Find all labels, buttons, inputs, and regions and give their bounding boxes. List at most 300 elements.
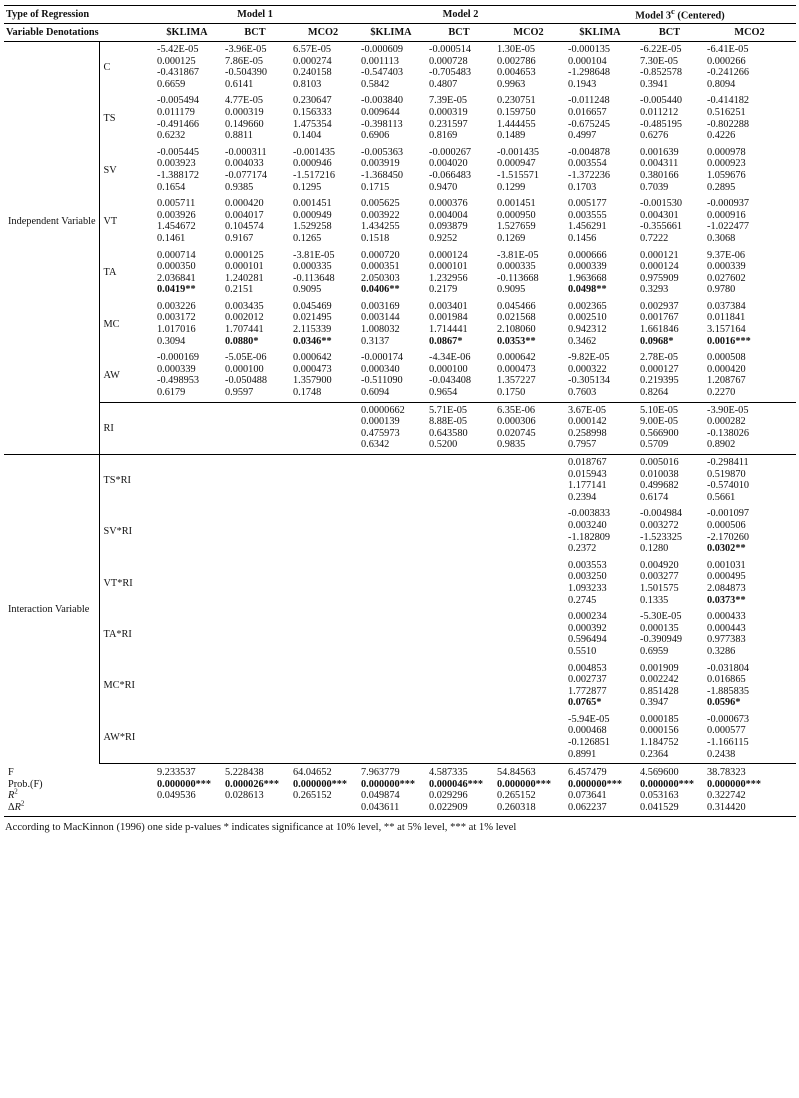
estimate-cell <box>153 506 221 557</box>
estimate-value: -5.94E-05 <box>568 713 610 725</box>
estimate-value: 0.6959 <box>640 645 669 657</box>
estimate-cell <box>221 145 289 196</box>
regression-results-table <box>4 5 796 817</box>
estimate-value: 0.231597 <box>429 118 468 130</box>
estimate-cell <box>636 712 703 764</box>
estimate-value: -0.004878 <box>568 146 611 158</box>
estimate-value: 0.004004 <box>429 209 468 221</box>
estimate-value: 1.184752 <box>640 737 679 749</box>
estimate-value: 0.3941 <box>640 78 669 90</box>
table-row <box>4 145 796 196</box>
estimate-value: -5.05E-06 <box>225 352 267 364</box>
estimate-cell <box>493 93 564 144</box>
model-3-suffix: (Centered) <box>674 10 725 22</box>
estimate-value: 5.10E-05 <box>640 404 679 416</box>
fit-statistic-value: 0.028613 <box>225 790 264 802</box>
estimate-value: 0.7603 <box>568 387 597 399</box>
estimate-value: 0.2270 <box>707 387 736 399</box>
model-3-label: Model 3 <box>635 10 672 22</box>
estimate-value: 0.3293 <box>640 284 669 296</box>
regression-table-container <box>4 5 796 833</box>
estimate-value: 0.001451 <box>293 198 332 210</box>
estimate-value: 0.0867* <box>429 335 463 347</box>
estimate-cell <box>493 42 564 94</box>
estimate-value: 0.000720 <box>361 249 400 261</box>
estimate-value: 0.003926 <box>157 209 196 221</box>
estimate-value: 0.003401 <box>429 300 468 312</box>
estimate-cell <box>357 42 425 94</box>
estimate-value: 0.000728 <box>429 55 468 67</box>
estimate-value: -0.003833 <box>568 508 611 520</box>
estimate-value: 0.1280 <box>640 543 669 555</box>
estimate-value: -0.000673 <box>707 713 750 725</box>
estimate-value: 0.002012 <box>225 312 264 324</box>
estimate-cell <box>425 455 493 507</box>
estimate-cell <box>564 350 636 402</box>
estimate-value: -0.031804 <box>707 662 750 674</box>
estimate-value: 0.1265 <box>293 232 322 244</box>
estimate-cell <box>636 661 703 712</box>
estimate-cell <box>289 455 357 507</box>
estimate-value: -0.005363 <box>361 146 404 158</box>
estimate-cell <box>357 402 425 454</box>
estimate-value: -0.852578 <box>640 67 683 79</box>
estimate-value: -0.000514 <box>429 44 472 55</box>
estimate-value: 0.519870 <box>707 468 746 480</box>
estimate-cell <box>425 145 493 196</box>
estimate-value: 0.000127 <box>640 363 679 375</box>
estimate-value: 0.000508 <box>707 352 746 364</box>
estimate-value: 0.975909 <box>640 272 679 284</box>
estimate-value: 0.004017 <box>225 209 264 221</box>
estimate-value: 1.475354 <box>293 118 332 130</box>
estimate-value: -0.241266 <box>707 67 750 79</box>
estimate-value: 7.86E-05 <box>225 55 264 67</box>
estimate-value: 0.9780 <box>707 284 736 296</box>
estimate-value: 0.0968* <box>640 335 674 347</box>
estimate-value: 0.020745 <box>497 427 536 439</box>
table-row <box>4 558 796 609</box>
variable-name: SV <box>103 164 117 176</box>
estimate-value: 0.8991 <box>568 748 597 760</box>
estimate-value: 0.8094 <box>707 78 736 90</box>
estimate-value: -0.001435 <box>293 146 336 158</box>
estimate-value: 0.6906 <box>361 130 390 142</box>
estimate-cell <box>703 248 796 299</box>
estimate-cell <box>564 558 636 609</box>
estimate-value: 0.1750 <box>497 387 526 399</box>
estimate-value: 7.30E-05 <box>640 55 679 67</box>
estimate-value: -5.30E-05 <box>640 611 682 623</box>
section-label <box>4 402 99 454</box>
fit-statistic-value: 4.587335 <box>429 767 468 779</box>
estimate-value: 0.010038 <box>640 468 679 480</box>
estimate-value: 0.011212 <box>640 106 679 118</box>
estimate-value: -0.000174 <box>361 352 404 364</box>
estimate-value: 1.434255 <box>361 221 400 233</box>
estimate-value: 0.0498** <box>568 284 607 296</box>
estimate-value: 0.7222 <box>640 232 669 244</box>
estimate-value: 2.084873 <box>707 582 746 594</box>
estimate-cell <box>221 402 289 454</box>
estimate-value: 0.0419** <box>157 284 196 296</box>
estimate-cell <box>357 248 425 299</box>
estimate-value: 0.000339 <box>707 261 746 273</box>
estimate-value: -0.305134 <box>568 375 611 387</box>
estimate-value: 8.88E-05 <box>429 416 468 428</box>
estimate-value: 0.2745 <box>568 594 597 606</box>
estimate-value: 0.000319 <box>429 106 468 118</box>
estimate-value: 0.000266 <box>707 55 746 67</box>
fit-statistic-value <box>157 802 221 814</box>
estimate-value: -6.22E-05 <box>640 44 682 55</box>
header-row-columns <box>4 24 796 42</box>
estimate-cell <box>564 402 636 454</box>
estimate-value: 0.000335 <box>293 261 332 273</box>
estimate-cell <box>636 93 703 144</box>
estimate-value: -0.001097 <box>707 508 750 520</box>
estimate-cell <box>425 558 493 609</box>
estimate-cell <box>636 299 703 350</box>
estimate-value: 1.456291 <box>568 221 607 233</box>
estimate-value: 0.016657 <box>568 106 607 118</box>
estimate-value: 0.9095 <box>497 284 526 296</box>
estimate-value: 0.000124 <box>640 261 679 273</box>
estimate-value: 0.2372 <box>568 543 597 555</box>
fit-statistics-labels <box>4 764 153 816</box>
estimate-value: 1.714441 <box>429 324 468 336</box>
fit-statistic-label: $R^2$ <box>8 788 18 802</box>
estimate-value: 0.003919 <box>361 158 400 170</box>
estimate-value: 1.177141 <box>568 480 607 492</box>
estimate-value: 0.000392 <box>568 622 607 634</box>
estimate-cell <box>221 712 289 764</box>
estimate-value: 0.000125 <box>225 249 264 261</box>
estimate-value: 0.002786 <box>497 55 536 67</box>
estimate-value: -1.368450 <box>361 169 404 181</box>
estimate-cell <box>221 506 289 557</box>
estimate-cell <box>221 93 289 144</box>
estimate-value: 0.004920 <box>640 559 679 571</box>
estimate-value: -0.000169 <box>157 352 200 364</box>
estimate-cell <box>153 350 221 402</box>
table-row <box>4 93 796 144</box>
estimate-cell <box>153 248 221 299</box>
estimate-value: 4.77E-05 <box>225 95 264 107</box>
estimate-cell <box>636 558 703 609</box>
estimate-cell <box>153 42 221 94</box>
estimate-value: 0.4807 <box>429 78 458 90</box>
estimate-value: 0.1404 <box>293 130 322 142</box>
estimate-value: 1.008032 <box>361 324 400 336</box>
estimate-value: 7.39E-05 <box>429 95 468 107</box>
estimate-value: -0.000937 <box>707 198 750 210</box>
estimate-value: 1.454672 <box>157 221 196 233</box>
estimate-value: -0.802288 <box>707 118 750 130</box>
estimate-value: 0.516251 <box>707 106 746 118</box>
estimate-value: -1.885835 <box>707 685 750 697</box>
estimate-cell <box>357 350 425 402</box>
estimate-cell <box>703 661 796 712</box>
estimate-value: 0.0016*** <box>707 335 751 347</box>
estimate-value: 0.2895 <box>707 181 736 193</box>
model-3-header <box>564 6 796 24</box>
estimate-value: 0.1703 <box>568 181 597 193</box>
estimate-value: -0.138026 <box>707 427 750 439</box>
estimate-value: -0.431867 <box>157 67 200 79</box>
section-label: Interaction Variable <box>4 455 99 764</box>
estimate-value: 0.001984 <box>429 312 468 324</box>
estimate-cell <box>564 93 636 144</box>
fit-statistics-cell <box>221 764 289 816</box>
estimate-value: 0.002937 <box>640 300 679 312</box>
estimate-cell <box>425 93 493 144</box>
table-row <box>4 455 796 507</box>
estimate-value: 0.8169 <box>429 130 458 142</box>
estimate-value: 0.018767 <box>568 457 607 468</box>
column-header: $KLIMA <box>357 24 425 42</box>
estimate-value: 0.380166 <box>640 169 679 181</box>
estimate-cell <box>425 506 493 557</box>
estimate-cell <box>221 42 289 94</box>
estimate-value: 1.357227 <box>497 375 536 387</box>
estimate-value: 0.0353** <box>497 335 536 347</box>
estimate-value: -0.113668 <box>497 272 539 284</box>
estimate-value: -0.001530 <box>640 198 683 210</box>
estimate-value: -0.000311 <box>225 146 267 158</box>
fit-statistic-value: 0.000026*** <box>225 778 280 790</box>
table-row <box>4 712 796 764</box>
estimate-value: 0.003272 <box>640 519 679 531</box>
estimate-cell <box>493 661 564 712</box>
estimate-value: -0.547403 <box>361 67 404 79</box>
estimate-cell <box>289 42 357 94</box>
estimate-value: -0.414182 <box>707 95 750 107</box>
fit-statistic-value: 0.000000*** <box>568 778 623 790</box>
estimate-value: 0.000433 <box>707 611 746 623</box>
fit-statistic-label: F <box>8 767 14 779</box>
variable-denotations-label: Variable Denotations <box>4 24 153 42</box>
estimate-cell <box>289 712 357 764</box>
estimate-value: 0.258998 <box>568 427 607 439</box>
estimate-value: 0.000185 <box>640 713 679 725</box>
estimate-value: -1.022477 <box>707 221 750 233</box>
estimate-value: 0.0765* <box>568 697 602 709</box>
estimate-value: 0.000322 <box>568 363 607 375</box>
estimate-value: 0.009644 <box>361 106 400 118</box>
estimate-value: 0.9835 <box>497 439 526 451</box>
estimate-value: 0.004033 <box>225 158 264 170</box>
estimate-value: 0.003555 <box>568 209 607 221</box>
estimate-value: 0.001113 <box>361 55 399 67</box>
fit-statistic-label: Prob.(F) <box>8 778 43 790</box>
estimate-value: 0.000101 <box>225 261 264 273</box>
estimate-cell <box>564 42 636 94</box>
estimate-value: 2.036841 <box>157 272 196 284</box>
variable-name: MC*RI <box>103 680 135 692</box>
table-body <box>4 42 796 817</box>
estimate-value: 2.115339 <box>293 324 332 336</box>
estimate-value: 0.1654 <box>157 181 186 193</box>
estimate-value: 0.000350 <box>157 261 196 273</box>
estimate-value: -2.170260 <box>707 531 750 543</box>
estimate-value: 0.0373** <box>707 594 746 606</box>
estimate-cell <box>564 609 636 660</box>
estimate-value: 0.000978 <box>707 146 746 158</box>
estimate-value: 0.000577 <box>707 725 746 737</box>
estimate-value: 0.000947 <box>497 158 536 170</box>
estimate-value: 0.000139 <box>361 416 400 428</box>
estimate-cell <box>289 350 357 402</box>
estimate-value: 0.002242 <box>640 674 679 686</box>
estimate-cell <box>564 712 636 764</box>
estimate-cell <box>425 350 493 402</box>
estimate-value: -0.001435 <box>497 146 540 158</box>
estimate-value: 0.000351 <box>361 261 400 273</box>
fit-statistics-row <box>4 764 796 816</box>
estimate-cell <box>153 661 221 712</box>
estimate-value: 0.9167 <box>225 232 254 244</box>
estimate-value: -4.34E-06 <box>429 352 471 364</box>
fit-statistic-value: 0.022909 <box>429 802 468 814</box>
estimate-value: 1.527659 <box>497 221 536 233</box>
estimate-value: 0.003144 <box>361 312 400 324</box>
estimate-value: -0.000267 <box>429 146 472 158</box>
estimate-value: 0.9963 <box>497 78 526 90</box>
estimate-value: 0.001767 <box>640 312 679 324</box>
estimate-value: 0.004301 <box>640 209 679 221</box>
estimate-cell <box>289 196 357 247</box>
estimate-cell <box>636 506 703 557</box>
estimate-cell <box>703 350 796 402</box>
estimate-cell <box>153 609 221 660</box>
estimate-value: -0.485195 <box>640 118 683 130</box>
estimate-value: -1.517216 <box>293 169 336 181</box>
variable-name: VT*RI <box>103 577 133 589</box>
estimate-value: 0.000339 <box>568 261 607 273</box>
estimate-value: 0.027602 <box>707 272 746 284</box>
estimate-value: 0.016865 <box>707 674 746 686</box>
estimate-value: -6.41E-05 <box>707 44 749 55</box>
estimate-value: 0.045466 <box>497 300 536 312</box>
estimate-value: 0.0406** <box>361 284 400 296</box>
estimate-value: 1.208767 <box>707 375 746 387</box>
estimate-value: 0.851428 <box>640 685 679 697</box>
estimate-cell <box>357 145 425 196</box>
estimate-value: 0.000274 <box>293 55 332 67</box>
estimate-cell <box>564 661 636 712</box>
estimate-value: 0.475973 <box>361 427 400 439</box>
estimate-value: 5.71E-05 <box>429 404 468 416</box>
estimate-value: 0.000666 <box>568 249 607 261</box>
estimate-cell <box>289 93 357 144</box>
estimate-value: 0.021495 <box>293 312 332 324</box>
estimate-cell <box>493 299 564 350</box>
estimate-value: 0.149660 <box>225 118 264 130</box>
footnote: According to MacKinnon (1996) one side p-values * indicates significance at 10% level, ** at 5% level, *** at 1% level <box>5 821 517 833</box>
estimate-value: 0.000135 <box>640 622 679 634</box>
estimate-value: 0.003169 <box>361 300 400 312</box>
estimate-value: 0.005625 <box>361 198 400 210</box>
variable-name: VT <box>103 216 118 228</box>
column-header: $KLIMA <box>564 24 636 42</box>
estimate-value: 0.003240 <box>568 519 607 531</box>
estimate-value: 2.050303 <box>361 272 400 284</box>
estimate-value: -0.005440 <box>640 95 683 107</box>
estimate-cell <box>703 506 796 557</box>
estimate-value: 0.000335 <box>497 261 536 273</box>
estimate-cell <box>221 350 289 402</box>
estimate-value: 0.3137 <box>361 335 390 347</box>
estimate-value: 0.000420 <box>707 363 746 375</box>
estimate-value: -0.574010 <box>707 480 750 492</box>
estimate-value: 0.8103 <box>293 78 322 90</box>
fit-statistic-value: 0.000000*** <box>707 778 762 790</box>
fit-statistic-value: 0.260318 <box>497 802 536 814</box>
estimate-cell <box>289 661 357 712</box>
estimate-cell <box>703 145 796 196</box>
estimate-cell <box>221 609 289 660</box>
model-1-header: Model 1 <box>153 6 357 24</box>
estimate-cell <box>703 299 796 350</box>
estimate-value: 0.003277 <box>640 571 679 583</box>
estimate-cell <box>221 196 289 247</box>
estimate-value: 0.3068 <box>707 232 736 244</box>
column-header: $KLIMA <box>153 24 221 42</box>
estimate-value: 0.942312 <box>568 324 607 336</box>
estimate-value: 0.156333 <box>293 106 332 118</box>
estimate-cell <box>221 661 289 712</box>
estimate-value: 0.000642 <box>293 352 332 364</box>
estimate-cell <box>636 145 703 196</box>
estimate-value: 1.963668 <box>568 272 607 284</box>
estimate-value: 0.003922 <box>361 209 400 221</box>
model-2-header: Model 2 <box>357 6 564 24</box>
estimate-value: 0.6179 <box>157 387 186 399</box>
estimate-value: 0.9095 <box>293 284 322 296</box>
estimate-value: -1.515571 <box>497 169 540 181</box>
estimate-cell <box>289 609 357 660</box>
estimate-value: 0.6276 <box>640 130 669 142</box>
table-row <box>4 248 796 299</box>
fit-statistics-cell <box>153 764 221 816</box>
estimate-cell <box>425 661 493 712</box>
estimate-value: 0.3286 <box>707 645 736 657</box>
estimate-cell <box>153 712 221 764</box>
estimate-value: 0.2179 <box>429 284 458 296</box>
variable-name: TA <box>103 267 117 279</box>
fit-statistic-value: 0.322742 <box>707 790 746 802</box>
estimate-value: 0.9252 <box>429 232 458 244</box>
fit-statistic-value: 0.029296 <box>429 790 468 802</box>
estimate-value: -0.050488 <box>225 375 268 387</box>
estimate-value: 0.000121 <box>640 249 679 261</box>
estimate-value: 0.000306 <box>497 416 536 428</box>
estimate-value: 0.000495 <box>707 571 746 583</box>
estimate-cell <box>357 712 425 764</box>
fit-statistic-value: 0.073641 <box>568 790 607 802</box>
estimate-cell <box>357 609 425 660</box>
estimate-value: 2.78E-05 <box>640 352 679 364</box>
variable-name: SV*RI <box>103 526 133 538</box>
estimate-value: 0.1461 <box>157 232 186 244</box>
estimate-value: 1.501575 <box>640 582 679 594</box>
estimate-value: 0.004020 <box>429 158 468 170</box>
estimate-cell <box>357 661 425 712</box>
estimate-cell <box>425 196 493 247</box>
fit-statistics-cell <box>636 764 703 816</box>
estimate-cell <box>703 196 796 247</box>
